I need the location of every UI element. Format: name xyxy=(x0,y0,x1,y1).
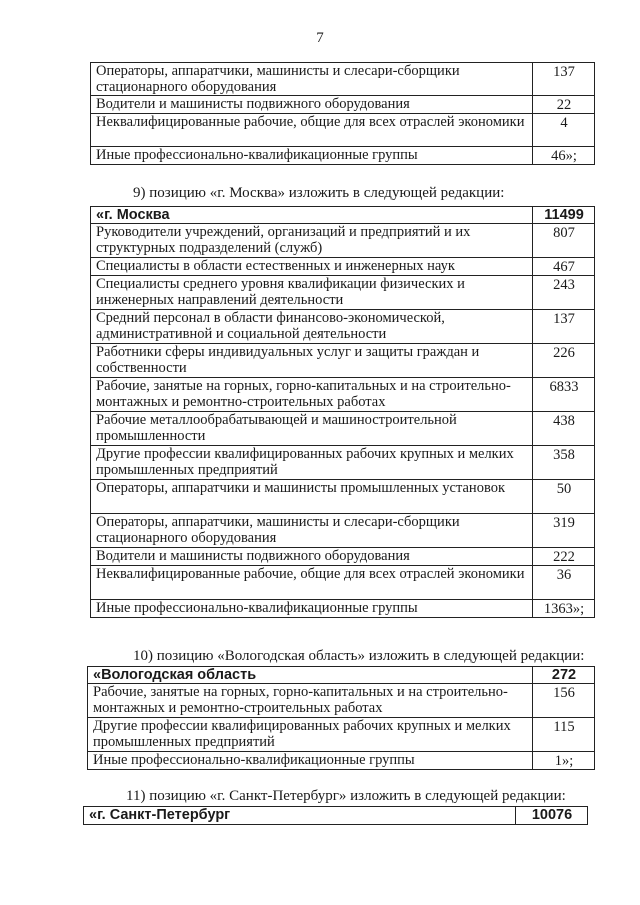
row-value: 438 xyxy=(533,412,595,446)
page-number: 7 xyxy=(316,30,324,46)
table-row xyxy=(91,276,595,310)
paragraph-11: 11) позицию «г. Санкт-Петербург» изложить в следующей редакции: xyxy=(126,788,566,804)
row-label: Рабочие металлообрабатывающей и машиностроительной промышленности xyxy=(91,412,533,446)
row-label: Неквалифицированные рабочие, общие для всех отраслей экономики xyxy=(91,566,533,600)
row-value: 1363»; xyxy=(533,600,595,618)
row-value: 358 xyxy=(533,446,595,480)
region-name: «Вологодская область xyxy=(88,667,533,684)
row-value: 36 xyxy=(533,566,595,600)
region-total: 272 xyxy=(533,667,595,684)
table-row xyxy=(91,412,595,446)
row-label: Водители и машинисты подвижного оборудования xyxy=(91,96,533,114)
table-header-row xyxy=(84,807,588,825)
row-value: 46»; xyxy=(533,147,595,165)
table-row xyxy=(91,344,595,378)
table-row xyxy=(91,600,595,618)
paragraph-9: 9) позицию «г. Москва» изложить в следующей редакции: xyxy=(133,185,505,201)
row-label: Операторы, аппаратчики, машинисты и слесари-сборщики стационарного оборудования xyxy=(91,63,533,96)
row-label: Рабочие, занятые на горных, горно-капитальных и на строительно-монтажных и ремонтно-строительных работах xyxy=(91,378,533,412)
table-row xyxy=(88,718,595,752)
table-header-row xyxy=(91,207,595,224)
row-label: Руководители учреждений, организаций и предприятий и их структурных подразделений (служб) xyxy=(91,224,533,258)
table-row xyxy=(91,480,595,514)
row-label: Иные профессионально-квалификационные группы xyxy=(91,600,533,618)
row-label: Специалисты среднего уровня квалификации физических и инженерных направлений деятельности xyxy=(91,276,533,310)
paragraph-10: 10) позицию «Вологодская область» изложить в следующей редакции: xyxy=(133,648,585,664)
table-moscow xyxy=(90,206,595,618)
table-row xyxy=(91,224,595,258)
row-value: 115 xyxy=(533,718,595,752)
row-value: 1»; xyxy=(533,752,595,770)
row-label: Средний персонал в области финансово-экономической, административной и социальной деятельности xyxy=(91,310,533,344)
row-label: Иные профессионально-квалификационные группы xyxy=(91,147,533,165)
row-value: 156 xyxy=(533,684,595,718)
row-value: 137 xyxy=(533,63,595,96)
table-row xyxy=(91,378,595,412)
row-value: 137 xyxy=(533,310,595,344)
row-label: Другие профессии квалифицированных рабочих крупных и мелких промышленных предприятий xyxy=(88,718,533,752)
table-row xyxy=(88,752,595,770)
table-row xyxy=(91,566,595,600)
row-value: 319 xyxy=(533,514,595,548)
table-row xyxy=(91,114,595,147)
row-label: Другие профессии квалифицированных рабочих крупных и мелких промышленных предприятий xyxy=(91,446,533,480)
row-label: Иные профессионально-квалификационные группы xyxy=(88,752,533,770)
row-value: 222 xyxy=(533,548,595,566)
row-value: 6833 xyxy=(533,378,595,412)
row-value: 807 xyxy=(533,224,595,258)
row-label: Работники сферы индивидуальных услуг и защиты граждан и собственности xyxy=(91,344,533,378)
region-total: 11499 xyxy=(533,207,595,224)
table-header-row xyxy=(88,667,595,684)
row-value: 243 xyxy=(533,276,595,310)
table-row xyxy=(91,514,595,548)
table-row xyxy=(91,63,595,96)
row-label: Водители и машинисты подвижного оборудования xyxy=(91,548,533,566)
row-value: 50 xyxy=(533,480,595,514)
table-row xyxy=(91,96,595,114)
row-value: 226 xyxy=(533,344,595,378)
row-value: 467 xyxy=(533,258,595,276)
table-row xyxy=(88,684,595,718)
table-row xyxy=(91,258,595,276)
table-row xyxy=(91,147,595,165)
row-label: Специалисты в области естественных и инженерных наук xyxy=(91,258,533,276)
row-label: Неквалифицированные рабочие, общие для всех отраслей экономики xyxy=(91,114,533,147)
table-row xyxy=(91,310,595,344)
row-label: Операторы, аппаратчики и машинисты промышленных установок xyxy=(91,480,533,514)
row-label: Рабочие, занятые на горных, горно-капитальных и на строительно-монтажных и ремонтно-строительных работах xyxy=(88,684,533,718)
row-label: Операторы, аппаратчики, машинисты и слесари-сборщики стационарного оборудования xyxy=(91,514,533,548)
region-name: «г. Москва xyxy=(91,207,533,224)
table-continuation xyxy=(90,62,595,165)
region-total: 10076 xyxy=(516,807,588,825)
table-spb xyxy=(83,806,588,825)
table-vologda xyxy=(87,666,595,770)
row-value: 22 xyxy=(533,96,595,114)
row-value: 4 xyxy=(533,114,595,147)
table-row xyxy=(91,548,595,566)
table-row xyxy=(91,446,595,480)
region-name: «г. Санкт-Петербург xyxy=(84,807,516,825)
